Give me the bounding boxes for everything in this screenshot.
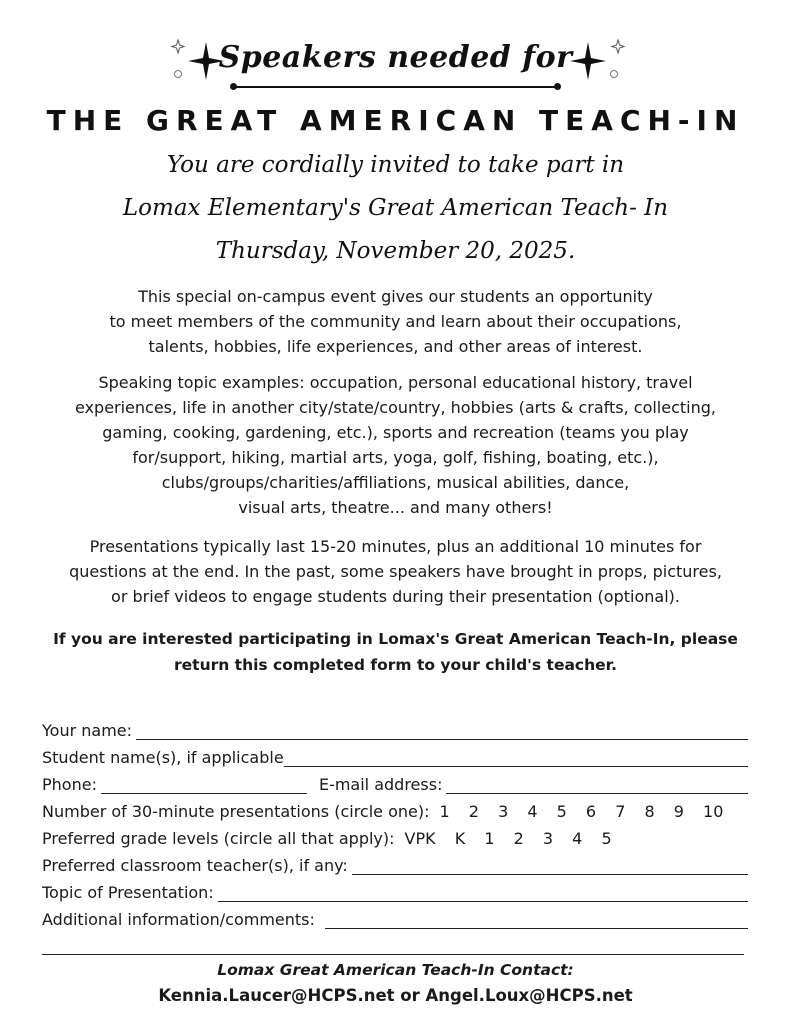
speaker-form — [42, 713, 748, 929]
option-9[interactable]: 9 — [673, 802, 684, 821]
grade-5[interactable]: 5 — [601, 829, 612, 848]
option-7[interactable]: 7 — [615, 802, 626, 821]
event-title: THE GREAT AMERICAN TEACH-IN — [46, 104, 745, 137]
option-10[interactable]: 10 — [703, 802, 724, 821]
your-name-field[interactable] — [136, 721, 748, 740]
phone-email-row — [42, 767, 748, 794]
option-4[interactable]: 4 — [527, 802, 538, 821]
event-date: Thursday, November 20, 2025. — [215, 238, 576, 264]
your-name-label: Your name: — [42, 721, 133, 740]
text-line: talents, hobbies, life experiences, and other areas of interest. — [148, 337, 643, 356]
num-presentations-row — [42, 794, 748, 821]
grade-vpk[interactable]: VPK — [404, 829, 436, 848]
num-presentations-options — [430, 802, 724, 821]
divider-dot — [554, 83, 561, 90]
text-line: or brief videos to engage students during their presentation (optional). — [111, 587, 680, 606]
teachers-label: Preferred classroom teacher(s), if any: — [42, 856, 348, 875]
email-field[interactable] — [446, 775, 748, 794]
num-presentations-label: Number of 30-minute presentations (circle one): — [42, 802, 430, 821]
text-line: to meet members of the community and learn about their occupations, — [109, 312, 682, 331]
grade-level-options — [395, 829, 612, 848]
contact-label: Lomax Great American Teach-In Contact: — [217, 961, 574, 979]
grade-k[interactable]: K — [454, 829, 466, 848]
speakers-needed-kicker: Speakers needed for — [218, 40, 573, 75]
grade-4[interactable]: 4 — [572, 829, 583, 848]
contact-emails: Kennia.Laucer@HCPS.net or Angel.Loux@HCPS.net — [158, 986, 633, 1005]
text-line: clubs/groups/charities/affiliations, musical abilities, dance, — [161, 473, 630, 492]
text-line: visual arts, theatre... and many others! — [238, 498, 553, 517]
text-line: gaming, cooking, gardening, etc.), sports and recreation (teams you play — [102, 423, 689, 442]
email-label: E-mail address: — [318, 775, 443, 794]
comments-label: Additional information/comments: — [42, 910, 315, 929]
grade-levels-row — [42, 821, 748, 848]
grade-1[interactable]: 1 — [484, 829, 495, 848]
your-name-row — [42, 713, 748, 740]
text-line: Speaking topic examples: occupation, personal educational history, travel — [98, 373, 693, 392]
header — [0, 36, 791, 92]
teachers-field[interactable] — [352, 856, 748, 875]
comments-field-continued[interactable] — [42, 954, 744, 955]
teachers-row — [42, 848, 748, 875]
comments-field[interactable] — [325, 910, 748, 929]
call-to-action — [20, 626, 771, 678]
topic-row — [42, 875, 748, 902]
text-line: questions at the end. In the past, some speakers have brought in props, pictures, — [69, 562, 722, 581]
student-names-field[interactable] — [284, 748, 748, 767]
text-line: experiences, life in another city/state/country, hobbies (arts & crafts, collecting, — [75, 398, 716, 417]
option-8[interactable]: 8 — [644, 802, 655, 821]
invitation-line: You are cordially invited to take part in — [166, 152, 625, 178]
grade-2[interactable]: 2 — [513, 829, 524, 848]
presentations-paragraph — [30, 534, 761, 609]
grade-3[interactable]: 3 — [542, 829, 554, 848]
text-line: This special on-campus event gives our students an opportunity — [138, 287, 653, 306]
option-3[interactable]: 3 — [498, 802, 509, 821]
text-line: Presentations typically last 15-20 minutes, plus an additional 10 minutes for — [89, 537, 702, 556]
option-2[interactable]: 2 — [468, 802, 479, 821]
phone-label: Phone: — [42, 775, 97, 794]
invitation-line: Lomax Elementary's Great American Teach- In — [122, 195, 669, 221]
student-names-row — [42, 740, 748, 767]
option-1[interactable]: 1 — [439, 802, 450, 821]
text-line: return this completed form to your child's teacher. — [174, 656, 617, 674]
divider — [236, 86, 556, 88]
phone-field[interactable] — [101, 775, 307, 794]
topics-paragraph — [30, 370, 761, 520]
intro-paragraph — [30, 284, 761, 359]
student-names-label: Student name(s), if applicable — [42, 748, 284, 767]
text-line: If you are interested participating in Lomax's Great American Teach-In, please — [53, 630, 738, 648]
option-6[interactable]: 6 — [585, 802, 597, 821]
comments-row — [42, 902, 748, 929]
grade-levels-label: Preferred grade levels (circle all that apply): — [42, 829, 395, 848]
topic-field[interactable] — [218, 883, 748, 902]
text-line: for/support, hiking, martial arts, yoga, golf, fishing, boating, etc.), — [132, 448, 659, 467]
option-5[interactable]: 5 — [556, 802, 567, 821]
topic-label: Topic of Presentation: — [42, 883, 214, 902]
